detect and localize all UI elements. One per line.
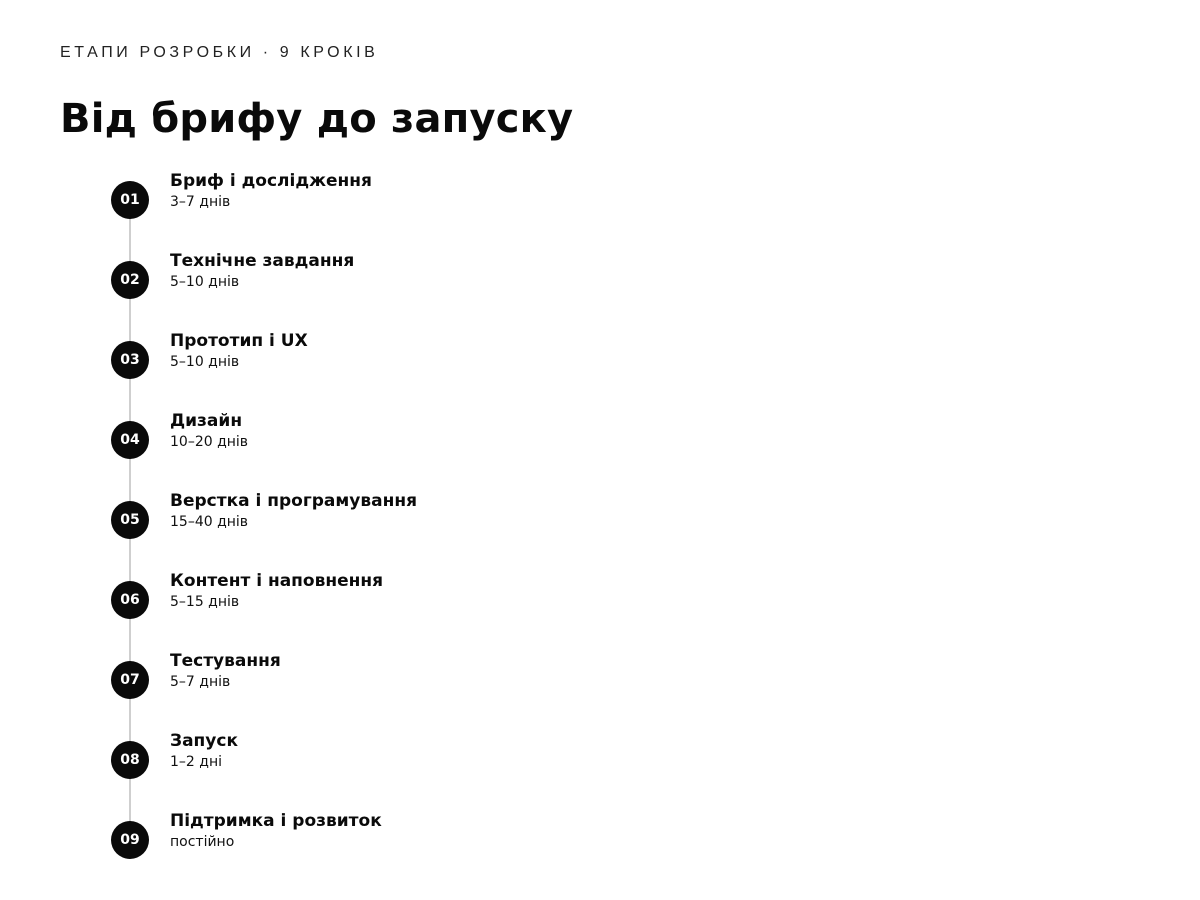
step-title: Контент і наповнення [170, 571, 384, 591]
timeline-step [110, 171, 710, 220]
step-duration: 5–7 днів [170, 674, 231, 690]
step-number-badge: 01 [112, 182, 148, 218]
step-number-badge: 02 [112, 262, 148, 298]
step-duration: 10–20 днів [170, 434, 249, 450]
step-number-badge: 08 [112, 742, 148, 778]
page-title: Від брифу до запуску [60, 96, 574, 142]
timeline-step [110, 331, 710, 380]
step-title: Дизайн [170, 411, 243, 431]
step-duration: 5–10 днів [170, 274, 240, 290]
step-duration: 5–15 днів [170, 594, 240, 610]
timeline-step [110, 731, 710, 780]
step-number-badge: 03 [112, 342, 148, 378]
step-title: Прототип і UX [170, 331, 308, 351]
step-title: Верстка і програмування [170, 491, 417, 511]
step-duration: 5–10 днів [170, 354, 240, 370]
timeline-step [110, 651, 710, 700]
step-number-badge: 07 [112, 662, 148, 698]
timeline-step [110, 571, 710, 620]
step-duration: 3–7 днів [170, 194, 231, 210]
step-duration: постійно [170, 834, 235, 850]
step-number-badge: 06 [112, 582, 148, 618]
step-title: Тестування [170, 651, 281, 671]
timeline-step [110, 251, 710, 300]
timeline-step [110, 811, 710, 860]
step-title: Запуск [170, 731, 238, 751]
step-number-badge: 09 [112, 822, 148, 858]
step-number-badge: 04 [112, 422, 148, 458]
timeline-step [110, 491, 710, 540]
step-title: Бриф і дослідження [170, 171, 372, 191]
step-title: Технічне завдання [170, 251, 355, 271]
step-duration: 1–2 дні [170, 754, 222, 770]
eyebrow-label: ЕТАПИ РОЗРОБКИ · 9 КРОКІВ [60, 44, 379, 61]
step-number-badge: 05 [112, 502, 148, 538]
timeline-step [110, 411, 710, 460]
step-title: Підтримка і розвиток [170, 811, 382, 831]
step-duration: 15–40 днів [170, 514, 249, 530]
